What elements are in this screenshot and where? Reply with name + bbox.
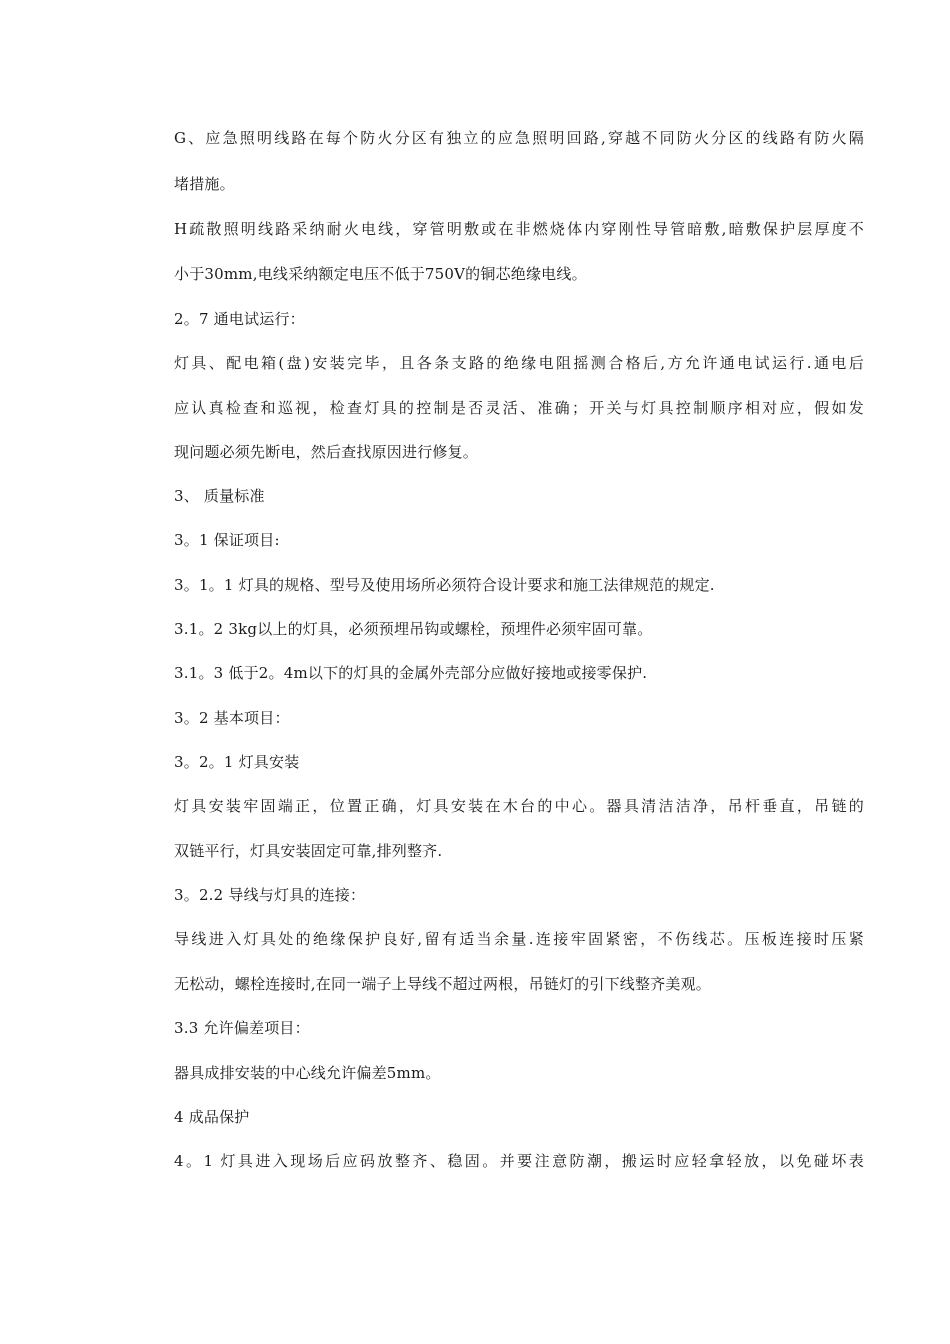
text-line: 3.1。3 低于2。4m以下的灯具的金属外壳部分应做好接地或接零保护. [174,664,648,682]
section-heading: 3。2.2 导线与灯具的连接： [174,886,366,904]
text-line: 无松动，螺栓连接时,在同一端子上导线不超过两根，吊链灯的引下线整齐美观。 [174,975,711,993]
section-heading: 4 成品保护 [174,1108,250,1126]
text-line: 器具成排安装的中心线允许偏差5mm。 [174,1064,441,1082]
section-heading: 3.3 允许偏差项目： [174,1019,310,1037]
section-heading: 2。7 通电试运行： [174,310,305,328]
text-line: 双链平行，灯具安装固定可靠,排列整齐. [174,842,443,860]
text-line: 现问题必须先断电，然后查找原因进行修复。 [174,443,479,461]
section-heading: 3。2。1 灯具安装 [174,753,300,771]
text-line: 4。1 灯具进入现场后应码放整齐、稳固。并要注意防潮，搬运时应轻拿轻放，以免碰坏表 [174,1152,864,1170]
text-line: 灯具安装牢固端正，位置正确，灯具安装在木台的中心。器具清洁洁净，吊杆垂直，吊链的 [174,797,864,815]
text-line: 小于30mm,电线采纳额定电压不低于750V的铜芯绝缘电线。 [174,265,587,283]
text-line: 3.1。2 3kg以上的灯具，必须预埋吊钩或螺栓，预埋件必须牢固可靠。 [174,620,653,638]
text-line: 灯具、配电箱(盘)安装完毕，且各条支路的绝缘电阻摇测合格后,方允许通电试运行.通电后 [174,354,864,372]
text-line: G、应急照明线路在每个防火分区有独立的应急照明回路,穿越不同防火分区的线路有防火隔 [174,129,864,147]
text-line: 堵措施。 [174,175,235,193]
section-heading: 3。2 基本项目： [174,709,290,727]
text-line: 导线进入灯具处的绝缘保护良好,留有适当余量.连接牢固紧密，不伤线芯。压板连接时压紧 [174,930,864,948]
text-line: 应认真检查和巡视，检查灯具的控制是否灵活、准确；开关与灯具控制顺序相对应，假如发 [174,399,864,417]
text-line: 3。1。1 灯具的规格、型号及使用场所必须符合设计要求和施工法律规范的规定. [174,576,715,594]
section-heading: 3、 质量标准 [174,487,265,505]
text-line: H疏散照明线路采纳耐火电线，穿管明敷或在非燃烧体内穿刚性导管暗敷,暗敷保护层厚度不 [174,220,864,238]
section-heading: 3。1 保证项目: [174,531,280,549]
